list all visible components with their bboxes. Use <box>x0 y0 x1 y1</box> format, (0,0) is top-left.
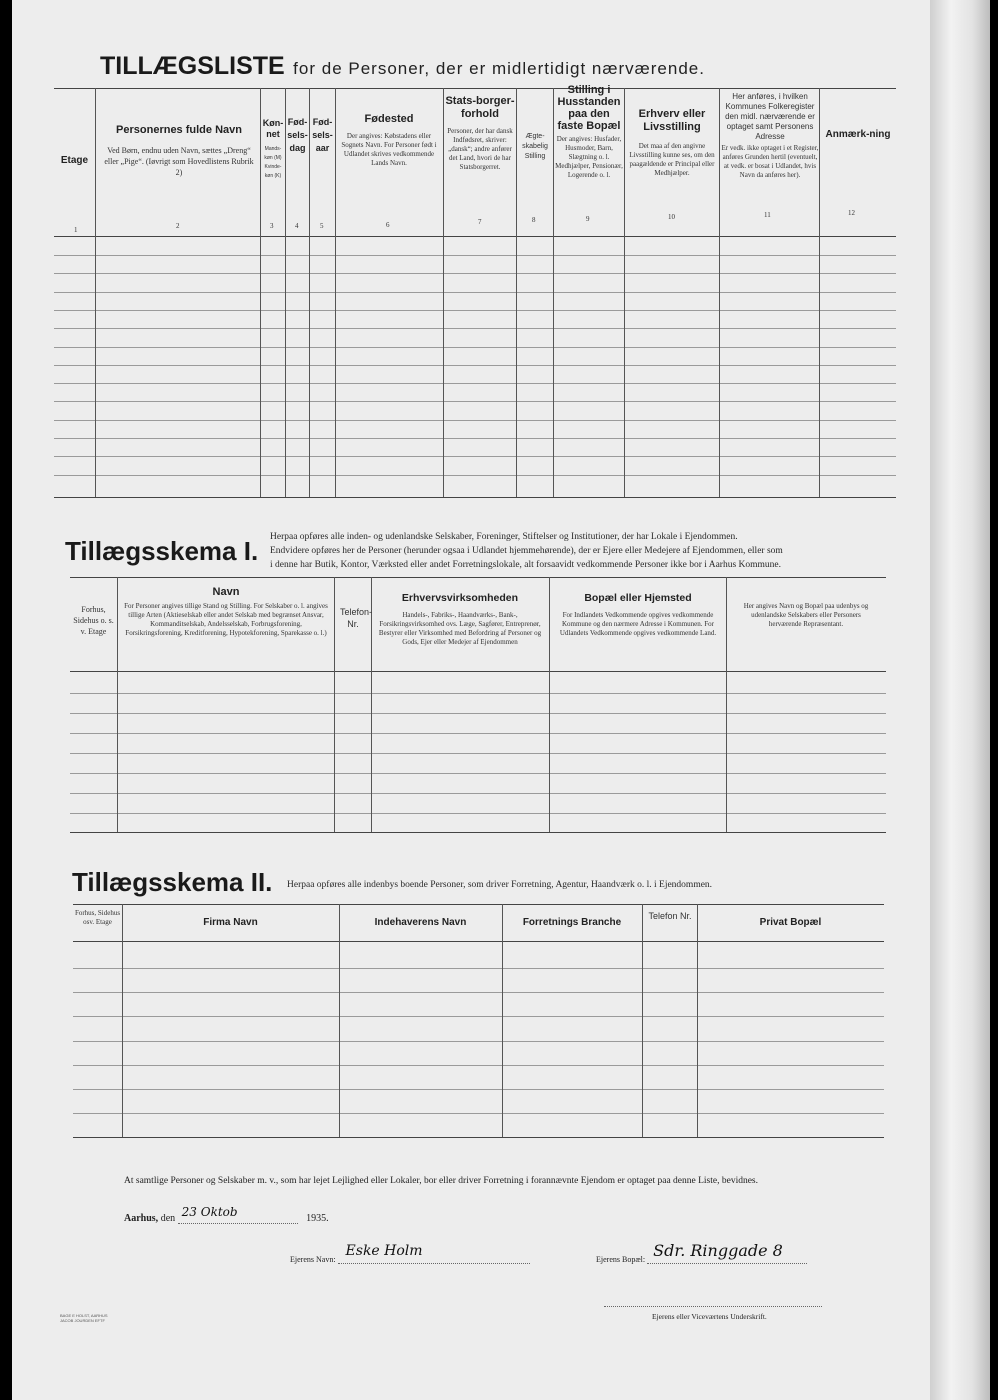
skema1-intro-line-3: i denne har Butik, Kontor, Værksted eller andet Forretningslokale, alt forsaavidt vedkommende Personer ikke bor i Aarhus Kommune. <box>270 560 782 570</box>
col-num-11: 11 <box>764 211 771 219</box>
printer-mark: BAGE E HOLST, AARHUS JACOB JOURDEN EFTF <box>60 1313 108 1323</box>
skema2-col-floor <box>73 909 122 927</box>
census-form-page <box>12 0 930 1400</box>
owner-name-handwritten: Eske Holm <box>345 1243 423 1259</box>
main-list-title <box>100 52 920 81</box>
attestation-statement: At samtlige Personer og Selskaber m. v., som har lejet Lejlighed eller Lokaler, bor eller driver Forretning i forannævnte Ejendom er optaget paa denne Liste, bevidnes. <box>124 1176 758 1186</box>
col-register-header <box>721 92 819 180</box>
skema2-col-firm-title: Firma Navn <box>203 917 258 928</box>
col-num-2: 2 <box>176 222 180 230</box>
col-etage-header <box>54 154 95 167</box>
col-birthplace-sub: Der angives: Købstadens eller Sognets Navn. For Personer født i Udlandet skrives vedkommende Lands Navn. <box>341 132 437 167</box>
col-marital-title: Ægte-skabelig Stilling <box>522 133 548 160</box>
skema1-col-representative-sub: Her angives Navn og Bopæl paa udenbys og udenlandske Selskabers eller Personers herværende Repræsentant. <box>743 602 869 628</box>
col-sex-header <box>261 118 285 180</box>
col-etage-title: Etage <box>60 155 89 166</box>
skema1-intro-line-1: Herpaa opføres alle inden- og udenlandske Selskaber, Foreninger, Stiftelser og Institutioner, der har Lokale i Ejendommen. <box>270 532 738 542</box>
owner-address-line <box>596 1241 807 1264</box>
col-num-9: 9 <box>586 215 590 223</box>
skema2-col-phone-title: Telefon Nr. <box>648 911 692 921</box>
skema1-col-business-title: Erhvervsvirksomheden <box>401 592 519 604</box>
skema1-col-business-sub: Handels-, Fabriks-, Haandværks-, Bank-, Forsikringsvirksomhed ovs. Læge, Sagfører, Entreprenør, Bestyrer eller Virksomhed med Befordring af Personer og Gods, Ejer eller Medejer af Ejendommen <box>378 611 542 646</box>
col-occupation-header <box>627 108 717 178</box>
skema1-col-residence <box>555 592 721 638</box>
skema2-title: Tillægsskema II. <box>72 867 273 897</box>
col-birthday-header <box>286 116 309 155</box>
col-num-5: 5 <box>320 222 324 230</box>
skema2-col-private-title: Privat Bopæl <box>759 917 822 928</box>
col-register-sub: Er vedk. ikke optaget i et Register, anføres Grunden hertil (eventuelt, at vedk. er bosat i Udlandet, hvis Navn da anføres her). <box>721 144 819 179</box>
skema1-col-floor <box>70 604 117 637</box>
col-name-header <box>104 124 254 178</box>
skema1-col-representative <box>734 602 878 629</box>
owner-address-label: Ejerens Bopæl: <box>596 1255 646 1264</box>
skema1-col-phone <box>340 606 373 630</box>
signature-label: Ejerens eller Viceværtens Underskrift. <box>652 1312 767 1321</box>
col-occupation-sub: Det maa af den angivne Livsstilling kunne ses, om den paagældende er Principal eller Medhjælper. <box>629 142 715 177</box>
col-occupation-title: Erhverv eller Livsstilling <box>638 108 706 133</box>
col-remarks-title: Anmærk-ning <box>825 129 891 140</box>
skema2-col-floor-title: Forhus, Sidehus osv. Etage <box>74 909 121 926</box>
title-big: TILLÆGSLISTE <box>100 52 285 80</box>
col-num-8: 8 <box>532 216 536 224</box>
skema2-col-phone <box>647 910 693 922</box>
col-household-header <box>555 84 623 180</box>
skema1-col-floor-title: Forhus, Sidehus o. s. v. Etage <box>73 605 114 636</box>
skema1-col-name-sub: For Personer angives tillige Stand og Stilling. For Selskaber o. l. angives tillige Arten (Aktieselskab eller andet Selskab med begrænset Ansvar, Kommanditselskab, Andelsselskab, Forbrugsforening, Forsikringsforening, Kreditforening, Hypotekforening, Sparekasse o. l.) <box>124 602 328 637</box>
col-sex-title: Køn-net <box>262 118 284 139</box>
col-num-1: 1 <box>74 226 78 234</box>
skema2-intro: Herpaa opføres alle indenbys boende Personer, som driver Forretning, Agentur, Haandværk o. l. i Ejendommen. <box>287 880 713 890</box>
year-label: 1935. <box>306 1213 329 1224</box>
skema2-col-private <box>697 916 884 929</box>
col-birthyear-title: Fød-sels-aar <box>312 117 333 153</box>
col-num-3: 3 <box>270 222 274 230</box>
skema1-col-business <box>375 592 545 647</box>
date-field[interactable] <box>178 1205 298 1224</box>
col-birthplace-title: Fødested <box>364 113 414 125</box>
owner-name-line <box>290 1243 530 1264</box>
col-register-title: Her anføres, i hvilken Kommunes Folkeregister den midl. nærværende er optaget samt Personens Adresse <box>725 92 815 141</box>
city-label: Aarhus, <box>124 1213 159 1224</box>
skema2-col-firm <box>122 916 339 929</box>
date-handwritten: 23 Oktob <box>181 1205 238 1219</box>
col-citizenship-sub: Personer, der har dansk Indfødsret, skriver: „dansk“; andre anfører det Land, hvori de har Statsborgerret. <box>447 127 513 171</box>
col-sex-sub: Mands-køn (M) Kvinde-køn (K) <box>264 146 282 179</box>
col-remarks-header <box>820 128 896 141</box>
skema1-col-phone-title: Telefon-Nr. <box>340 607 373 629</box>
owner-address-field[interactable] <box>647 1241 807 1264</box>
skema1-title: Tillægsskema I. <box>65 536 259 566</box>
col-birthplace-header <box>339 113 439 168</box>
page-edge <box>930 0 990 1400</box>
skema1-col-name-title: Navn <box>212 586 240 598</box>
col-name-title: Personernes fulde Navn <box>116 124 242 136</box>
title-rest: for de Personer, der er midlertidigt nærværende. <box>293 59 705 78</box>
skema2-col-branch-title: Forretnings Branche <box>522 917 622 928</box>
col-birthday-title: Fød-sels-dag <box>287 117 308 153</box>
col-citizenship-title: Stats-borger-forhold <box>445 95 515 120</box>
date-line <box>124 1205 329 1224</box>
skema1-col-residence-title: Bopæl eller Hjemsted <box>584 592 692 604</box>
skema1-col-name <box>122 586 330 638</box>
col-num-12: 12 <box>848 209 855 217</box>
col-household-sub: Der angives: Husfader, Husmoder, Barn, Slægtning o. l. Medhjælper, Pensionær, Logerende o. l. <box>555 135 623 179</box>
owner-name-field[interactable] <box>338 1243 530 1264</box>
col-citizenship-header <box>445 95 515 172</box>
skema1-intro-line-2: Endvidere opføres her de Personer (herunder ogsaa i Udlandet hjemmehørende), der er Ejere eller Medejere af Ejendommen, eller som <box>270 546 783 556</box>
skema2-col-branch <box>502 916 642 929</box>
owner-name-label: Ejerens Navn: <box>290 1255 336 1264</box>
col-household-title: Stilling i Husstanden paa den faste Bopæl <box>557 84 621 132</box>
den-label: den <box>160 1213 176 1224</box>
col-marital-header <box>517 132 553 162</box>
col-num-10: 10 <box>668 213 675 221</box>
skema2-col-owner <box>339 916 502 929</box>
skema1-intro <box>270 530 910 572</box>
owner-address-handwritten: Sdr. Ringgade 8 <box>653 1241 783 1260</box>
col-num-4: 4 <box>295 222 299 230</box>
skema1-col-residence-sub: For Indlandets Vedkommende opgives vedkommende Kommune og den nærmere Adresse i Kommunen. For Udlandets Vedkommende opgives vedkommende Land. <box>559 611 717 637</box>
col-birthyear-header <box>310 116 335 155</box>
signature-field[interactable] <box>604 1306 822 1307</box>
col-num-7: 7 <box>478 218 482 226</box>
col-name-sub: Ved Børn, endnu uden Navn, sættes „Dreng“ eller „Pige“. (Iøvrigt som Hovedlistens Rubrik 2) <box>104 146 254 177</box>
skema2-col-owner-title: Indehaverens Navn <box>374 917 467 928</box>
col-num-6: 6 <box>386 221 390 229</box>
